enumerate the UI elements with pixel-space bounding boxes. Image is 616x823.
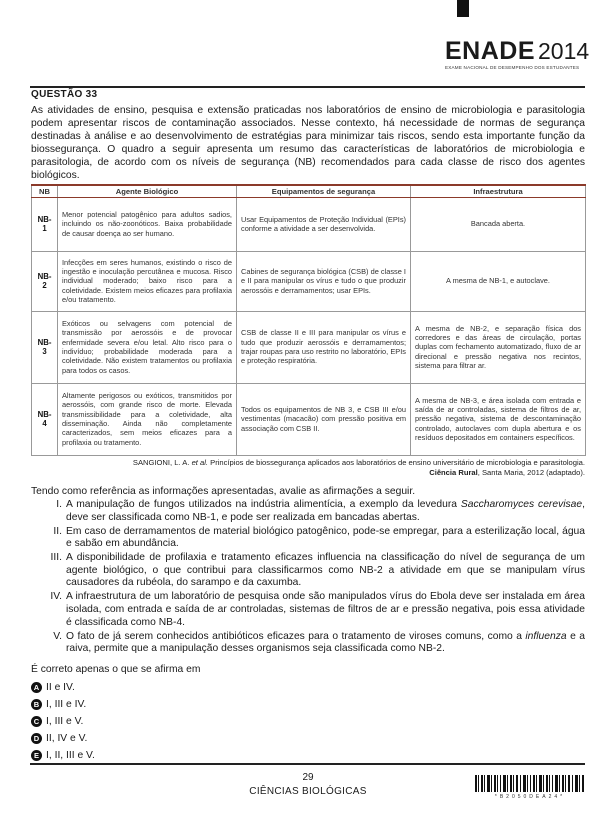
table-row xyxy=(32,197,586,251)
question-stem: É correto apenas o que se afirma em xyxy=(31,664,201,675)
table-header-row xyxy=(32,185,586,197)
registration-mark xyxy=(457,0,469,17)
row-equipment: Todos os equipamentos de NB 3, e CSB III e/ou vestimentas (macacão) com pressão positiva em associação com CSB II. xyxy=(237,383,411,455)
row-agent: Altamente perigosos ou exóticos, transmitidos por aerossóis, com grande risco de morte. Elevada transmissibilidade para a coletividade, alta disseminação. Ainda não completamente caracterizados, sem meios eficazes para a profilaxia ou tratamento. xyxy=(58,383,237,455)
row-agent: Exóticos ou selvagens com potencial de transmissão por aerossóis e de provocar enfermidade severa e/ou letal. Alto risco para o indivíduo; probabilidade moderada para a coletividade. Não existem tratamentos ou profilaxia para todos os casos. xyxy=(58,311,237,383)
table-source: SANGIONI, L. A. et al. Princípios de biossegurança aplicados aos laboratórios de ensino universitário de microbiologia e parasitologia. Ciência Rural, Santa Maria, 2012 (adaptado). xyxy=(132,457,585,477)
assertions-list xyxy=(46,499,585,657)
option-e[interactable]: E I, II, III e V. xyxy=(31,747,95,764)
option-c[interactable]: C I, III e V. xyxy=(31,713,95,730)
row-agent: Menor potencial patogênico para adultos sadios, incluindo os não-zoonóticos. Baixa probabilidade de causar doença ao ser humano. xyxy=(58,197,237,251)
list-item: I. A manipulação de fungos utilizados na indústria alimentícia, a exemplo da levedura Saccharomyces cerevisae, deve ser classificada como NB-1, e pode ser realizada em bancadas abertas. xyxy=(56,499,585,523)
answer-options xyxy=(31,679,95,764)
biosafety-table-block xyxy=(31,184,585,478)
barcode-number: *B2050DEA24* xyxy=(494,794,566,800)
bottom-divider xyxy=(30,763,585,765)
list-item: III. A disponibilidade de profilaxia e tratamento eficazes influencia na classificação do nível de segurança de um agente biológico, o que contribui para classificarmos como NB-2 a atividade em que se manipulam vírus causadores da rubéola, do sarampo e da caxumba. xyxy=(50,552,585,589)
row-nb: NB-1 xyxy=(32,197,58,251)
top-divider xyxy=(30,86,585,88)
option-bubble-icon[interactable]: B xyxy=(31,699,42,710)
row-agent: Infecções em seres humanos, existindo o risco de ingestão e inoculação percutânea e mucosa. Risco individual moderado; baixo risco para a coletividade. Existem meios eficazes para profilaxia e/ou tratamento. xyxy=(58,251,237,311)
row-nb: NB-3 xyxy=(32,311,58,383)
option-bubble-icon[interactable]: C xyxy=(31,716,42,727)
subject-label: CIÊNCIAS BIOLÓGICAS xyxy=(249,786,367,797)
option-a[interactable]: A II e IV. xyxy=(31,679,95,696)
logo-subtitle: EXAME NACIONAL DE DESEMPENHO DOS ESTUDANTES xyxy=(445,65,580,70)
row-equipment: Cabines de segurança biológica (CSB) de classe I e II para manipular os vírus e tudo o que produzir aerossóis e derramamentos; usar EPIs. xyxy=(237,251,411,311)
logo-title: ENADE 2014 xyxy=(445,37,590,65)
list-item: V. O fato de já serem conhecidos antibióticos eficazes para o tratamento de viroses comuns, como a influenza e a raiva, permite que a manipulação desses organismos seja classificada como NB-2. xyxy=(53,630,585,655)
question-intro: As atividades de ensino, pesquisa e extensão praticadas nos laboratórios de ensino de microbiologia e parasitologia podem apresentar riscos de contaminação associados. Nesse contexto, há necessidade de normas de segurança destinadas à análise e ao desenvolvimento de estratégias para minimizar tais riscos, sendo esta importante função da biossegurança. O quadro a seguir apresenta um resumo das características de laboratórios de microbiologia e parasitologia, de acordo com os níveis de segurança (NB) recomendados para cada classe de risco dos agentes biológicos. xyxy=(31,105,585,181)
list-item: IV. A infraestrutura de um laboratório de pesquisa onde são manipulados vírus do Ebola deve ser instalada em área isolada, com entrada e saída de ar controladas, sistemas de filtros de ar e pressão negativa, pois essa atividade é classificada como NB-4. xyxy=(50,591,585,628)
option-bubble-icon[interactable]: A xyxy=(31,682,42,693)
option-bubble-icon[interactable]: E xyxy=(31,750,42,761)
option-b[interactable]: B I, III e IV. xyxy=(31,696,95,713)
row-infrastructure: Bancada aberta. xyxy=(411,197,586,251)
table-row xyxy=(32,251,586,311)
enade-logo xyxy=(445,38,595,70)
biosafety-table xyxy=(31,184,586,456)
row-nb: NB-4 xyxy=(32,383,58,455)
row-equipment: CSB de classe II e III para manipular os vírus e tudo que produzir aerossóis e derramamentos; trajar roupas para uso restrito no laboratório, EPIs e proteção respiratória. xyxy=(237,311,411,383)
row-equipment: Usar Equipamentos de Proteção Individual (EPIs) conforme a atividade a ser desenvolvida. xyxy=(237,197,411,251)
table-row xyxy=(32,311,586,383)
assertions-lead: Tendo como referência as informações apresentadas, avalie as afirmações a seguir. xyxy=(31,486,416,497)
header-infrastructure: Infraestrutura xyxy=(411,185,586,197)
option-bubble-icon[interactable]: D xyxy=(31,733,42,744)
table-row xyxy=(32,383,586,455)
header-nb: NB xyxy=(32,185,58,197)
question-title: QUESTÃO 33 xyxy=(31,89,98,100)
header-agent: Agente Biológico xyxy=(58,185,237,197)
page-number: 29 xyxy=(302,772,314,783)
row-nb: NB-2 xyxy=(32,251,58,311)
row-infrastructure: A mesma de NB-3, e área isolada com entrada e saída de ar controladas, sistema de filtros de ar, pressão negativa, sistema de descontaminação controlado, autoclaves com dupla abertura e os resíduos depositados em containers específicos. xyxy=(411,383,586,455)
barcode-icon xyxy=(475,775,585,792)
header-equipment: Equipamentos de segurança xyxy=(237,185,411,197)
list-item: II. Em caso de derramamentos de material biológico patogênico, pode-se empregar, para a esterilização local, água e sabão em abundância. xyxy=(53,525,585,550)
row-infrastructure: A mesma de NB-1, e autoclave. xyxy=(411,251,586,311)
row-infrastructure: A mesma de NB-2, e separação física dos corredores e das áreas de circulação, portas duplas com fechamento automatizado, fluxo de ar direcional e pressão negativa nos recintos, sistema para filtrar ar. xyxy=(411,311,586,383)
option-d[interactable]: D II, IV e V. xyxy=(31,730,95,747)
